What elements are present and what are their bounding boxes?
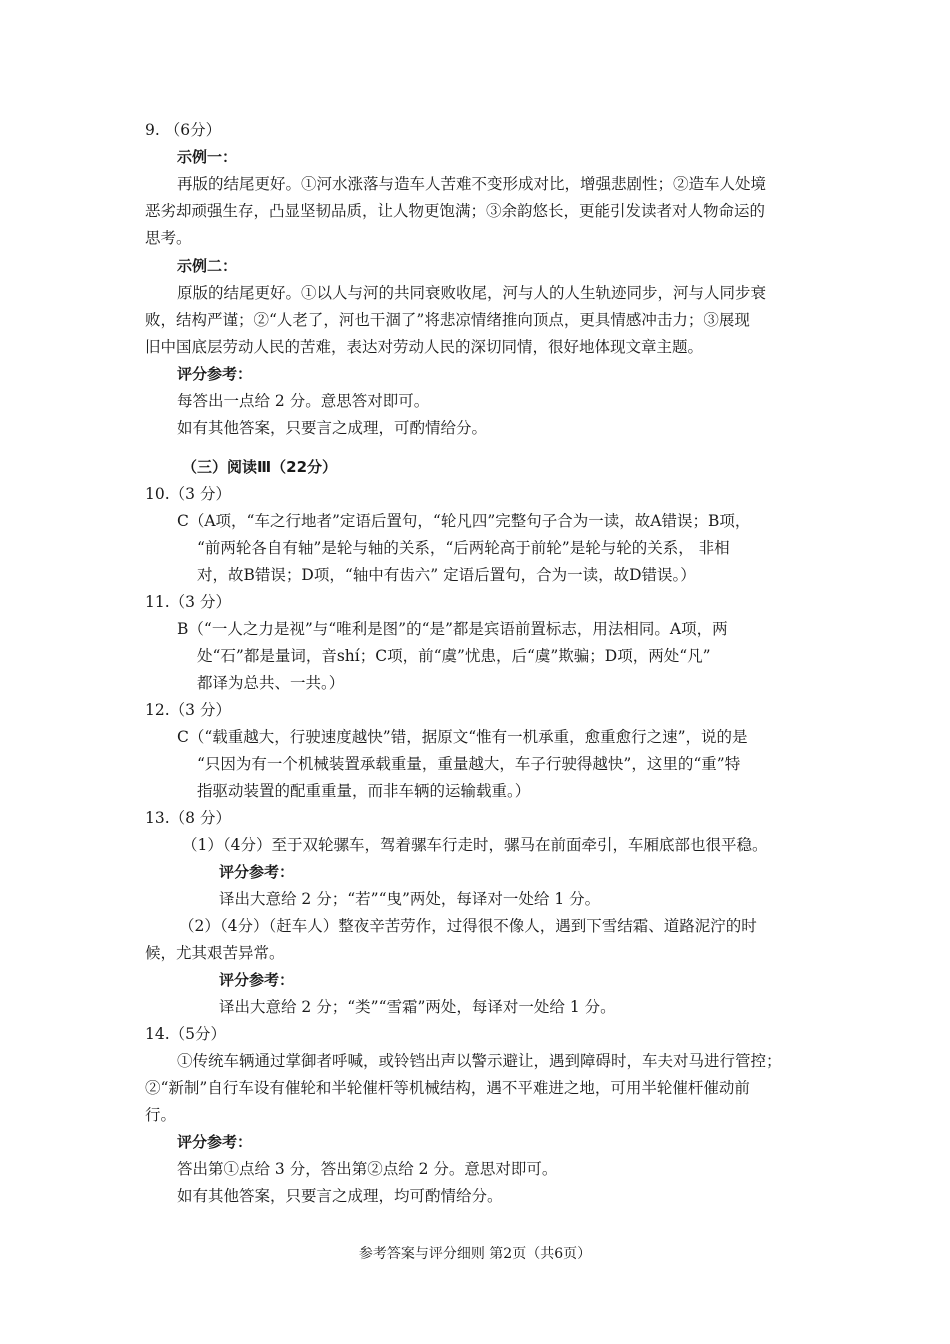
q13-part2-grading: 译出大意给 2 分；“类”“雪霜”两处，每译对一处给 1 分。: [219, 998, 616, 1016]
q9-grading-title: 评分参考：: [177, 365, 253, 383]
q14-grading-line1: 答出第①点给 3 分，答出第②点给 2 分。意思对即可。: [177, 1160, 558, 1178]
q9-example2-line1: 原版的结尾更好。①以人与河的共同衰败收尾，河与人的人生轨迹同步，河与人同步衰: [177, 284, 767, 302]
q13-part2-line2: 候，尤其艰苦异常。: [145, 944, 285, 962]
q14-grading-line2: 如有其他答案，只要言之成理，均可酌情给分。: [177, 1187, 503, 1205]
q11-line2: 处“石”都是量词，音shí；C项，前“虞”忧患，后“虞”欺骗；D项，两处“凡”: [197, 647, 711, 665]
q13-part1-grading: 译出大意给 2 分；“若”“曳”两处，每译对一处给 1 分。: [219, 890, 601, 908]
q9-example2-line3: 旧中国底层劳动人民的苦难，表达对劳动人民的深切同情，很好地体现文章主题。: [145, 338, 704, 356]
q9-example2-title: 示例二：: [177, 257, 238, 275]
q13-part2-grading-title: 评分参考：: [219, 971, 295, 989]
q14-grading-title: 评分参考：: [177, 1133, 253, 1151]
q9-example1-line3: 思考。: [145, 229, 192, 247]
q13-heading: 13.（8 分）: [145, 809, 231, 827]
q10-line1: C（A项，“车之行地者”定语后置句，“轮凡四”完整句子合为一读，故A错误；B项，: [177, 512, 751, 530]
q10-line2: “前两轮各自有轴”是轮与轴的关系，“后两轮高于前轮”是轮与轮的关系， 非相: [197, 539, 730, 557]
q9-example1-line2: 恶劣却顽强生存，凸显坚韧品质，让人物更饱满；③余韵悠长，更能引发读者对人物命运的: [145, 202, 766, 220]
q13-part2-line1: （2）（4分）（赶车人）整夜辛苦劳作，过得很不像人，遇到下雪结霜、道路泥泞的时: [179, 917, 757, 935]
q11-heading: 11.（3 分）: [145, 593, 231, 611]
q10-line3: 对，故B错误；D项，“轴中有齿六” 定语后置句，合为一读，故D错误。）: [197, 566, 696, 584]
q14-line3: 行。: [145, 1106, 177, 1124]
q9-example2-line2: 败，结构严谨；②“人老了，河也干涸了”将悲凉情绪推向顶点，更具情感冲击力；③展现: [145, 311, 750, 329]
page-footer: 参考答案与评分细则 第2页（共6页）: [358, 1246, 592, 1262]
q9-heading: 9. （6分）: [145, 121, 222, 139]
q9-example1-title: 示例一：: [177, 148, 238, 166]
q12-line3: 指驱动装置的配重重量，而非车辆的运输载重。）: [197, 782, 531, 800]
q10-heading: 10.（3 分）: [145, 485, 231, 503]
q14-line1: ①传统车辆通过掌御者呼喊，或铃铛出声以警示避让，遇到障碍时，车夫对马进行管控；: [177, 1052, 782, 1070]
q12-line2: “只因为有一个机械装置承载重量，重量越大，车子行驶得越快”，这里的“重”特: [197, 755, 741, 773]
section3-title: （三）阅读Ⅲ（22分）: [182, 458, 338, 476]
q12-heading: 12.（3 分）: [145, 701, 231, 719]
q11-line1: B（“一人之力是视”与“唯利是图”的“是”都是宾语前置标志，用法相同。A项，两: [177, 620, 728, 638]
q13-part1: （1）（4分）至于双轮骡车，驾着骡车行走时，骡马在前面牵引，车厢底部也很平稳。: [182, 836, 768, 854]
q12-line1: C（“载重越大，行驶速度越快”错，据原文“惟有一机承重，愈重愈行之速”，说的是: [177, 728, 748, 746]
q14-line2: ②“新制”自行车设有催轮和半轮催杆等机械结构，遇不平难进之地，可用半轮催杆催动前: [145, 1079, 750, 1097]
q11-line3: 都译为总共、一共。）: [197, 674, 345, 692]
q13-part1-grading-title: 评分参考：: [219, 863, 295, 881]
q9-grading-line2: 如有其他答案，只要言之成理，可酌情给分。: [177, 419, 488, 437]
q9-example1-line1: 再版的结尾更好。①河水涨落与造车人苦难不变形成对比，增强悲剧性；②造车人处境: [177, 175, 767, 193]
q14-heading: 14.（5分）: [145, 1025, 227, 1043]
q9-grading-line1: 每答出一点给 2 分。意思答对即可。: [177, 392, 430, 410]
